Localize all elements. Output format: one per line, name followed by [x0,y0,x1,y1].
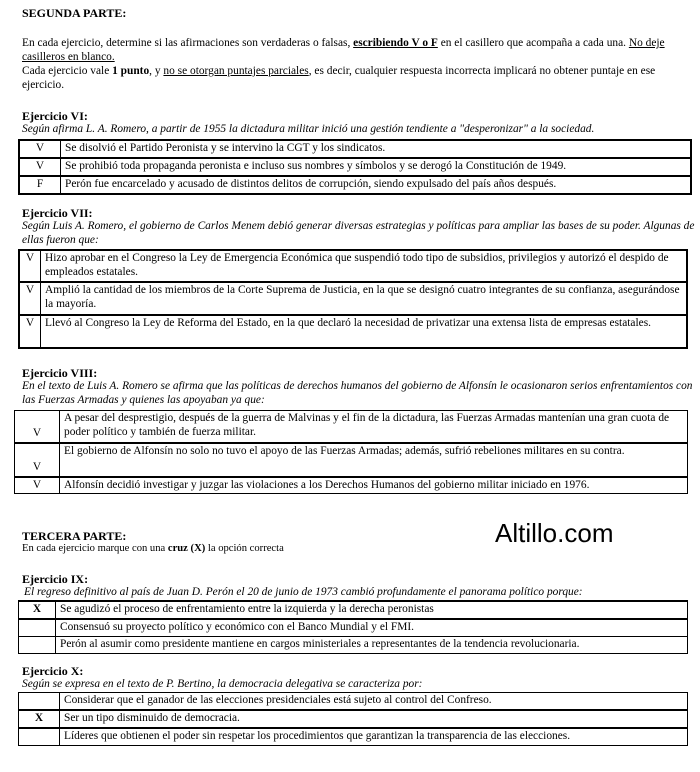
answer-cell[interactable]: X [19,601,56,619]
watermark: Altillo.com [495,518,614,548]
table-row [19,601,688,619]
table-row [15,443,688,477]
table-row [19,619,688,636]
answer-cell[interactable]: V [19,140,61,158]
table-row [19,315,687,348]
answer-cell[interactable]: V [19,250,41,282]
statement-cell: Se agudizó el proceso de enfrentamiento entre la izquierda y la derecha peronistas [56,601,688,619]
statement-cell: Hizo aprobar en el Congreso la Ley de Emergencia Económica que suspendió todo tipo de subsidios, privilegios y autorizó el despido de empleados estatales. [41,250,688,282]
exercise-heading-vii: Ejercicio VII: [22,206,93,220]
answer-cell[interactable]: V [19,282,41,315]
statement-cell: Líderes que obtienen el poder sin respetar los procedimientos que garantizan la transparencia de las elecciones. [60,728,688,746]
exercise-heading-vi: Ejercicio VI: [22,109,88,123]
exercise-prompt-x: Según se expresa en el texto de P. Bertino, la democracia delegativa se caracteriza por: [22,678,423,690]
scoring-no-partial: no se otorgan puntajes parciales [163,65,309,77]
scoring-paragraph [22,65,697,93]
exercise-prompt-ix: El regreso definitivo al país de Juan D. Perón el 20 de junio de 1973 cambió profundamente el panorama político porque: [24,586,583,598]
answer-cell[interactable]: V [19,315,41,348]
table-row [19,693,688,710]
answer-cell[interactable]: F [19,176,61,194]
answer-cell[interactable]: V [15,477,60,494]
statement-cell: Perón fue encarcelado y acusado de distintos delitos de corrupción, siendo expulsado del país años después. [61,176,692,194]
scoring-text: Cada ejercicio vale [22,65,113,77]
table-row [19,710,688,728]
instructions-warning: No deje casilleros en blanco. [22,37,665,63]
statement-cell: Llevó al Congreso la Ley de Reforma del Estado, en la que declaró la necesidad de privatizar una extensa lista de empresas estatales. [41,315,688,348]
exercise-prompt-vii: Según Luis A. Romero, el gobierno de Carlos Menem debió generar diversas estrategias y políticas para ampliar las bases de su poder. Algunas de ellas fueron que: [22,220,695,246]
instructions-paragraph [22,37,697,65]
scoring-points: 1 punto [112,65,150,77]
answer-table-viii [14,410,688,494]
section-title-tercera: TERCERA PARTE: [22,529,127,543]
answer-cell[interactable]: V [15,411,60,443]
tercera-text: la opción correcta [205,543,284,554]
table-row [19,158,691,176]
statement-cell: Se prohibió toda propaganda peronista e incluso sus nombres y símbolos y se derogó la Constitución de 1949. [61,158,692,176]
statement-cell: Considerar que el ganador de las elecciones presidenciales está sujeto al control del Confreso. [60,693,688,710]
table-row [19,636,688,653]
statement-cell: Se disolvió el Partido Peronista y se intervino la CGT y los sindicatos. [61,140,692,158]
statement-cell: Perón al asumir como presidente mantiene en cargos ministeriales a representantes de la tendencia revolucionaria. [56,636,688,653]
table-row [15,477,688,494]
scoring-text: , y [149,65,164,77]
instructions-text: en el casillero que acompaña a cada una. [437,37,629,49]
statement-cell: Amplió la cantidad de los miembros de la Corte Suprema de Justicia, en la que se designó cuatro integrantes de su confianza, asegurándose la mayoría. [41,282,688,315]
answer-table-vi [18,139,692,195]
exercise-heading-x: Ejercicio X: [22,664,84,678]
statement-cell: A pesar del desprestigio, después de la guerra de Malvinas y el fin de la dictadura, las Fuerzas Armadas mantenían una gran cuota de poder político y también de fuerza militar. [60,411,688,443]
table-row [19,250,687,282]
table-row [19,728,688,746]
scoring-text: , es decir, cualquier respuesta incorrecta implicará no obtener puntaje en ese ejercicio. [22,65,656,91]
tercera-text: En cada ejercicio marque con una [22,543,168,554]
table-row [15,411,688,443]
tercera-instructions [22,543,284,556]
statement-cell: Alfonsín decidió investigar y juzgar las violaciones a los Derechos Humanos del gobierno militar iniciado en 1976. [60,477,688,494]
statement-cell: Ser un tipo disminuido de democracia. [60,710,688,728]
statement-cell: Consensuó su proyecto político y económico con el Banco Mundial y el FMI. [56,619,688,636]
answer-table-x [18,692,688,746]
answer-cell[interactable] [19,619,56,636]
exercise-heading-ix: Ejercicio IX: [22,572,89,586]
exercise-prompt-vi: Según afirma L. A. Romero, a partir de 1955 la dictadura militar inició una gestión tendiente a "desperonizar" a la sociedad. [22,123,595,135]
answer-cell[interactable]: V [15,443,60,477]
answer-cell[interactable] [19,728,60,746]
statement-cell: El gobierno de Alfonsín no solo no tuvo el apoyo de las Fuerzas Armadas; además, sufrió rebeliones militares en su contra. [60,443,688,477]
table-row [19,176,691,194]
answer-table-ix [18,600,688,654]
answer-cell[interactable] [19,636,56,653]
tercera-cross: cruz (X) [167,543,206,554]
answer-cell[interactable] [19,693,60,710]
table-row [19,282,687,315]
exercise-heading-viii: Ejercicio VIII: [22,366,98,380]
instructions-emphasis: escribiendo V o F [353,37,438,49]
section-title-segunda: SEGUNDA PARTE: [22,6,127,20]
answer-table-vii [18,249,688,349]
answer-cell[interactable]: V [19,158,61,176]
table-row [19,140,691,158]
exercise-prompt-viii: En el texto de Luis A. Romero se afirma que las políticas de derechos humanos del gobierno de Alfonsín le ocasionaron serios enfrentamientos con las Fuerzas Armadas y quienes las apoyaban ya que: [22,380,693,406]
instructions-text: En cada ejercicio, determine si las afirmaciones son verdaderas o falsas, [22,37,354,49]
answer-cell[interactable]: X [19,710,60,728]
